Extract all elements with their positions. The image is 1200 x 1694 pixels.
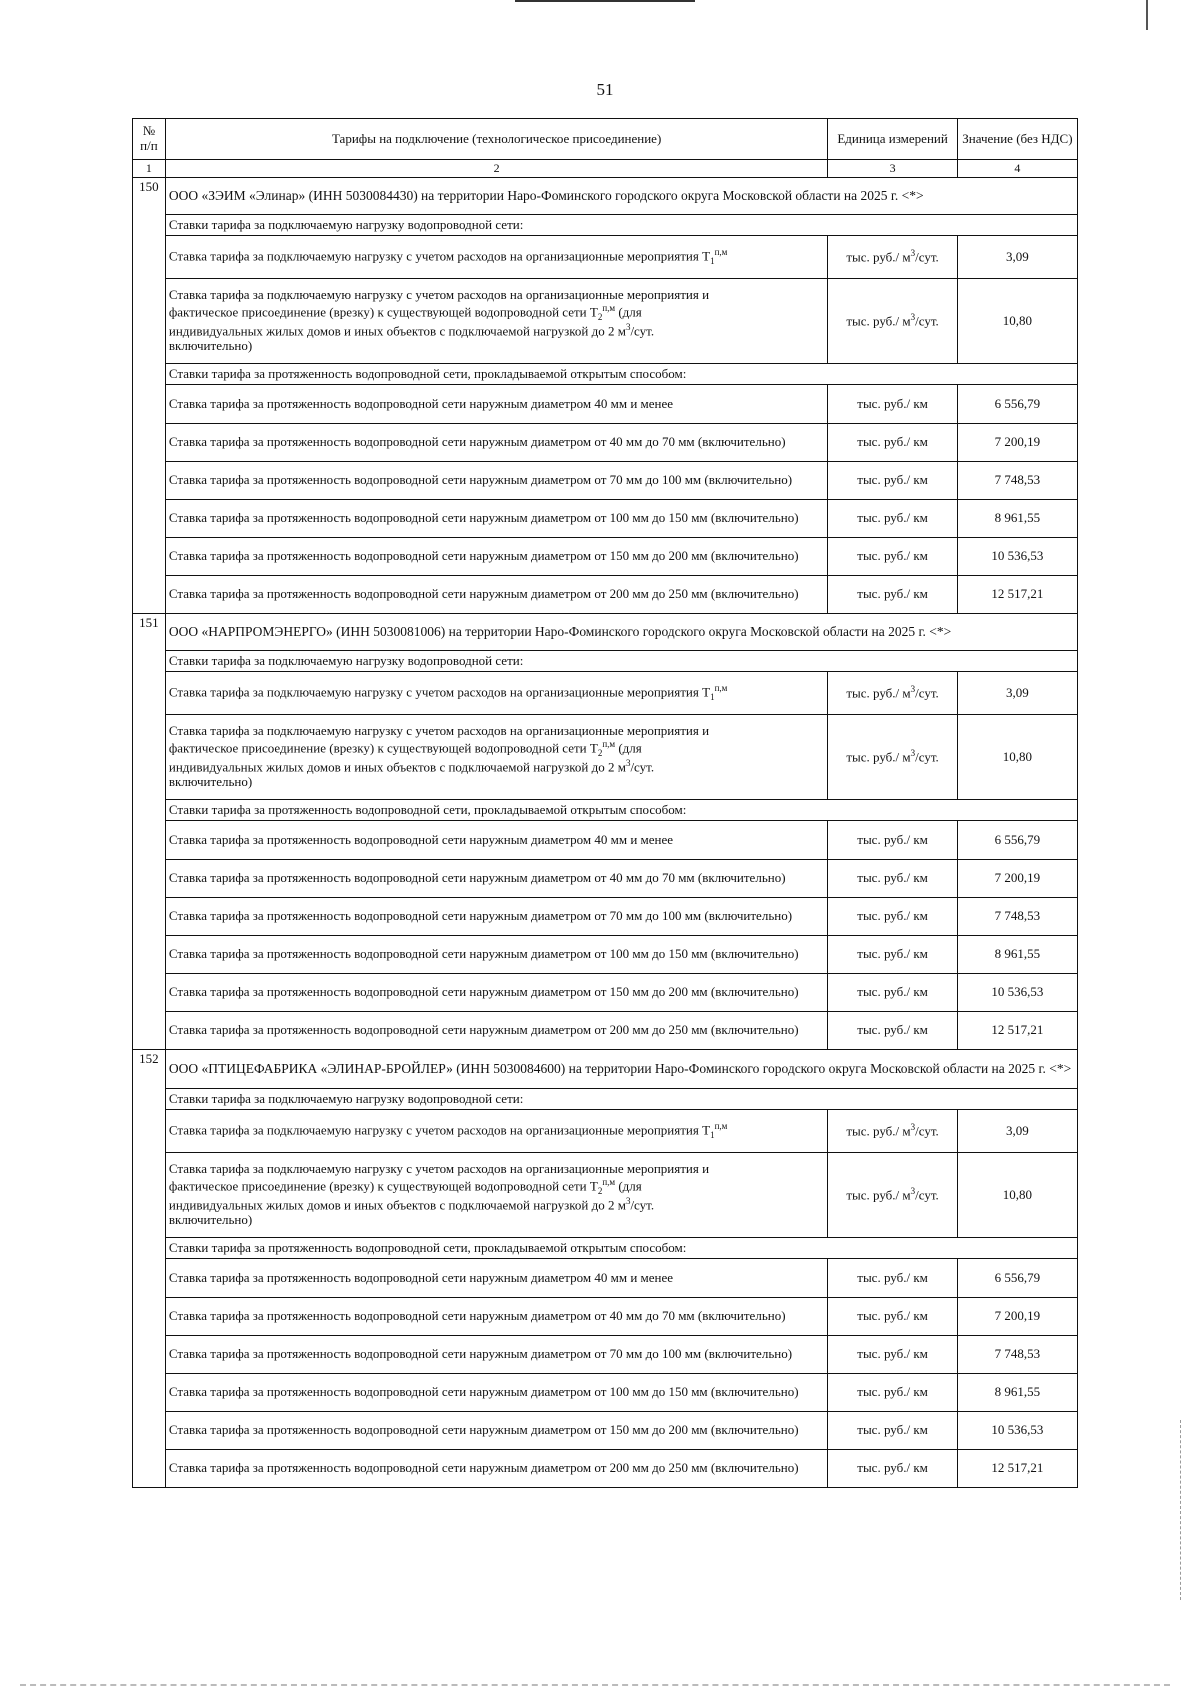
tariff-value: 12 517,21 [957, 1450, 1077, 1488]
unit-text: /сут. [915, 1123, 939, 1139]
unit-superscript: 3 [910, 248, 916, 259]
unit-text: /сут. [915, 685, 939, 701]
tariff-text: /сут. [630, 759, 655, 775]
diameter-tariff-name: Ставка тарифа за протяженность водопроводной сети наружным диаметром от 100 мм до 150 мм (включительно) [165, 500, 828, 538]
tariff-text: Ставка тарифа за подключаемую нагрузку с учетом расходов на организационные мероприятия T [168, 684, 711, 700]
tariff-line: включительно) [168, 338, 253, 354]
unit-cell: тыс. руб./ км [828, 821, 957, 860]
table-row [133, 898, 1078, 936]
unit-cell: тыс. руб./ км [828, 576, 957, 614]
length-section-heading: Ставки тарифа за протяженность водопроводной сети, прокладываемой открытым способом: [165, 1238, 1077, 1259]
diameter-tariff-name: Ставка тарифа за протяженность водопроводной сети наружным диаметром 40 мм и менее [165, 385, 828, 424]
section-heading-row [133, 651, 1078, 672]
tariff-text: фактическое присоединение (врезку) к существующей водопроводной сети T [168, 304, 598, 320]
table-row [133, 1153, 1078, 1238]
unit-text: тыс. руб./ м [846, 313, 911, 329]
table-row [133, 279, 1078, 364]
subscript: 2 [597, 1185, 603, 1196]
diameter-tariff-name: Ставка тарифа за протяженность водопроводной сети наружным диаметром от 150 мм до 200 мм (включительно) [165, 538, 828, 576]
tariff-value: 10,80 [957, 1153, 1077, 1238]
subscript: 1 [710, 256, 715, 267]
tariff-value: 10 536,53 [957, 974, 1077, 1012]
table-row [133, 1450, 1078, 1488]
table-row [133, 1012, 1078, 1050]
tariff-text: /сут. [630, 323, 655, 339]
tariff-line [169, 739, 825, 758]
diameter-tariff-name: Ставка тарифа за протяженность водопроводной сети наружным диаметром от 150 мм до 200 мм (включительно) [165, 1412, 828, 1450]
tariff-name-t1 [165, 236, 828, 279]
table-row [133, 974, 1078, 1012]
tariff-value: 10 536,53 [957, 538, 1077, 576]
tariff-value: 12 517,21 [957, 576, 1077, 614]
tariff-name-t2 [165, 1153, 828, 1238]
unit-cell [828, 1153, 957, 1238]
unit-cell: тыс. руб./ км [828, 1412, 957, 1450]
diameter-tariff-name: Ставка тарифа за протяженность водопроводной сети наружным диаметром от 40 мм до 70 мм (включительно) [165, 424, 828, 462]
unit-superscript: 3 [910, 1122, 916, 1133]
tariff-text: индивидуальных жилых домов и иных объектов с подключаемой нагрузкой до 2 м [168, 759, 626, 775]
tariff-text: (для [615, 304, 642, 320]
superscript: 3 [625, 322, 631, 332]
tariff-value: 10,80 [957, 715, 1077, 800]
column-index-row [133, 160, 1078, 178]
tariff-name-t1 [165, 672, 828, 715]
tariff-line: Ставка тарифа за подключаемую нагрузку с учетом расходов на организационные мероприятия и [168, 286, 710, 302]
tariff-line [169, 1177, 825, 1196]
tariff-value: 12 517,21 [957, 1012, 1077, 1050]
tariff-text: Ставка тарифа за подключаемую нагрузку с учетом расходов на организационные мероприятия T [168, 248, 711, 264]
header-value: Значение (без НДС) [957, 119, 1077, 160]
superscript: п,м [714, 1121, 728, 1132]
scan-artifact-dash-bottom [20, 1684, 1170, 1686]
unit-cell: тыс. руб./ км [828, 1450, 957, 1488]
subscript: 2 [597, 311, 603, 322]
superscript: 3 [625, 1196, 631, 1206]
length-section-heading: Ставки тарифа за протяженность водопроводной сети, прокладываемой открытым способом: [165, 364, 1077, 385]
load-section-heading: Ставки тарифа за подключаемую нагрузку водопроводной сети: [165, 1089, 1077, 1110]
row-number: 152 [133, 1050, 166, 1488]
unit-cell: тыс. руб./ км [828, 462, 957, 500]
scan-artifact-dash-right [1180, 1420, 1181, 1600]
unit-text: тыс. руб./ м [846, 749, 911, 765]
subscript: 1 [710, 692, 715, 703]
table-row [133, 1412, 1078, 1450]
superscript: п,м [602, 302, 616, 313]
tariff-value: 7 200,19 [957, 860, 1077, 898]
organization-row [133, 1050, 1078, 1089]
scan-artifact-top [515, 0, 695, 2]
unit-text: /сут. [915, 313, 939, 329]
table-row [133, 538, 1078, 576]
tariff-value: 8 961,55 [957, 500, 1077, 538]
diameter-tariff-name: Ставка тарифа за протяженность водопроводной сети наружным диаметром от 70 мм до 100 мм (включительно) [165, 898, 828, 936]
table-row [133, 462, 1078, 500]
unit-cell: тыс. руб./ км [828, 860, 957, 898]
tariff-value: 8 961,55 [957, 936, 1077, 974]
table-row [133, 1259, 1078, 1298]
tariff-line: включительно) [168, 1212, 253, 1228]
row-number: 151 [133, 614, 166, 1050]
tariff-text: индивидуальных жилых домов и иных объектов с подключаемой нагрузкой до 2 м [168, 1197, 626, 1213]
organization-title: ООО «НАРПРОМЭНЕРГО» (ИНН 5030081006) на территории Наро-Фоминского городского округа Московской области на 2025 г. <*> [165, 614, 1077, 651]
table-row [133, 1336, 1078, 1374]
table-row [133, 500, 1078, 538]
column-index: 1 [133, 160, 166, 178]
table-row [133, 672, 1078, 715]
table-row [133, 1110, 1078, 1153]
tariff-line [169, 758, 825, 775]
diameter-tariff-name: Ставка тарифа за протяженность водопроводной сети наружным диаметром от 100 мм до 150 мм (включительно) [165, 936, 828, 974]
section-heading-row [133, 1238, 1078, 1259]
unit-cell [828, 236, 957, 279]
load-section-heading: Ставки тарифа за подключаемую нагрузку водопроводной сети: [165, 651, 1077, 672]
diameter-tariff-name: Ставка тарифа за протяженность водопроводной сети наружным диаметром от 70 мм до 100 мм (включительно) [165, 462, 828, 500]
unit-superscript: 3 [910, 748, 916, 759]
tariff-value: 3,09 [957, 236, 1077, 279]
unit-superscript: 3 [910, 312, 916, 323]
tariff-text: (для [615, 740, 642, 756]
tariff-text: Ставка тарифа за подключаемую нагрузку с учетом расходов на организационные мероприятия T [168, 1122, 711, 1138]
superscript: п,м [714, 683, 728, 694]
header-unit: Единица измерений [828, 119, 957, 160]
tariff-text: индивидуальных жилых домов и иных объектов с подключаемой нагрузкой до 2 м [168, 323, 626, 339]
diameter-tariff-name: Ставка тарифа за протяженность водопроводной сети наружным диаметром от 200 мм до 250 мм (включительно) [165, 1012, 828, 1050]
unit-cell [828, 279, 957, 364]
tariff-line [169, 303, 825, 322]
unit-cell: тыс. руб./ км [828, 1012, 957, 1050]
superscript: 3 [625, 758, 631, 768]
tariff-line: включительно) [168, 774, 253, 790]
row-number: 150 [133, 178, 166, 614]
tariff-value: 7 200,19 [957, 424, 1077, 462]
length-section-heading: Ставки тарифа за протяженность водопроводной сети, прокладываемой открытым способом: [165, 800, 1077, 821]
diameter-tariff-name: Ставка тарифа за протяженность водопроводной сети наружным диаметром от 40 мм до 70 мм (включительно) [165, 860, 828, 898]
diameter-tariff-name: Ставка тарифа за протяженность водопроводной сети наружным диаметром от 70 мм до 100 мм (включительно) [165, 1336, 828, 1374]
unit-text: тыс. руб./ м [846, 249, 911, 265]
table-row [133, 936, 1078, 974]
table-row [133, 821, 1078, 860]
table-row [133, 715, 1078, 800]
diameter-tariff-name: Ставка тарифа за протяженность водопроводной сети наружным диаметром от 40 мм до 70 мм (включительно) [165, 1298, 828, 1336]
table-row [133, 424, 1078, 462]
unit-cell: тыс. руб./ км [828, 538, 957, 576]
page-number: 51 [596, 80, 614, 99]
column-index: 4 [957, 160, 1077, 178]
organization-title: ООО «ПТИЦЕФАБРИКА «ЭЛИНАР-БРОЙЛЕР» (ИНН 5030084600) на территории Наро-Фоминского городского округа Московской области на 2025 г. <*> [165, 1050, 1077, 1089]
tariff-text: фактическое присоединение (врезку) к существующей водопроводной сети T [168, 740, 598, 756]
unit-text: тыс. руб./ м [846, 685, 911, 701]
tariff-text: (для [615, 1178, 642, 1194]
table-header-row [133, 119, 1078, 160]
section-heading-row [133, 215, 1078, 236]
tariff-name-t2 [165, 279, 828, 364]
subscript: 2 [597, 747, 603, 758]
section-heading-row [133, 364, 1078, 385]
diameter-tariff-name: Ставка тарифа за протяженность водопроводной сети наружным диаметром от 100 мм до 150 мм (включительно) [165, 1374, 828, 1412]
unit-text: тыс. руб./ м [846, 1123, 911, 1139]
subscript: 1 [710, 1130, 715, 1141]
unit-text: тыс. руб./ м [846, 1187, 911, 1203]
diameter-tariff-name: Ставка тарифа за протяженность водопроводной сети наружным диаметром от 200 мм до 250 мм (включительно) [165, 576, 828, 614]
unit-cell: тыс. руб./ км [828, 974, 957, 1012]
superscript: п,м [714, 247, 728, 258]
unit-cell: тыс. руб./ км [828, 424, 957, 462]
table-row [133, 576, 1078, 614]
tariff-value: 10,80 [957, 279, 1077, 364]
superscript: п,м [602, 738, 616, 749]
section-heading-row [133, 1089, 1078, 1110]
tariff-value: 3,09 [957, 1110, 1077, 1153]
superscript: п,м [602, 1176, 616, 1187]
table-row [133, 385, 1078, 424]
tariff-line [169, 1196, 825, 1213]
unit-cell: тыс. руб./ км [828, 500, 957, 538]
column-index: 3 [828, 160, 957, 178]
tariff-value: 7 748,53 [957, 1336, 1077, 1374]
tariff-name-t2 [165, 715, 828, 800]
tariff-text: фактическое присоединение (врезку) к существующей водопроводной сети T [168, 1178, 598, 1194]
table-body [133, 178, 1078, 1488]
tariff-value: 6 556,79 [957, 1259, 1077, 1298]
unit-cell: тыс. руб./ км [828, 1336, 957, 1374]
organization-title: ООО «ЗЭИМ «Элинар» (ИНН 5030084430) на территории Наро-Фоминского городского округа Московской области на 2025 г. <*> [165, 178, 1077, 215]
section-heading-row [133, 800, 1078, 821]
unit-text: /сут. [915, 1187, 939, 1203]
unit-text: /сут. [915, 749, 939, 765]
unit-cell: тыс. руб./ км [828, 1374, 957, 1412]
table-row [133, 1298, 1078, 1336]
tariff-name-t1 [165, 1110, 828, 1153]
table-row [133, 236, 1078, 279]
unit-superscript: 3 [910, 1186, 916, 1197]
scan-artifact-right [1146, 0, 1148, 30]
header-num: № п/п [133, 119, 166, 160]
unit-cell [828, 1110, 957, 1153]
tariff-value: 7 748,53 [957, 898, 1077, 936]
tariff-value: 7 748,53 [957, 462, 1077, 500]
unit-superscript: 3 [910, 684, 916, 695]
tariff-line [169, 322, 825, 339]
tariff-value: 10 536,53 [957, 1412, 1077, 1450]
unit-cell: тыс. руб./ км [828, 385, 957, 424]
diameter-tariff-name: Ставка тарифа за протяженность водопроводной сети наружным диаметром 40 мм и менее [165, 821, 828, 860]
unit-cell: тыс. руб./ км [828, 936, 957, 974]
unit-text: /сут. [915, 249, 939, 265]
tariff-line: Ставка тарифа за подключаемую нагрузку с учетом расходов на организационные мероприятия и [168, 1160, 710, 1176]
tariff-line: Ставка тарифа за подключаемую нагрузку с учетом расходов на организационные мероприятия и [168, 722, 710, 738]
table-row [133, 1374, 1078, 1412]
unit-cell: тыс. руб./ км [828, 898, 957, 936]
tariff-value: 8 961,55 [957, 1374, 1077, 1412]
unit-cell [828, 715, 957, 800]
unit-cell: тыс. руб./ км [828, 1298, 957, 1336]
tariff-text: /сут. [630, 1197, 655, 1213]
column-index: 2 [165, 160, 828, 178]
table-row [133, 860, 1078, 898]
unit-cell: тыс. руб./ км [828, 1259, 957, 1298]
diameter-tariff-name: Ставка тарифа за протяженность водопроводной сети наружным диаметром от 200 мм до 250 мм (включительно) [165, 1450, 828, 1488]
header-name: Тарифы на подключение (технологическое присоединение) [165, 119, 828, 160]
diameter-tariff-name: Ставка тарифа за протяженность водопроводной сети наружным диаметром 40 мм и менее [165, 1259, 828, 1298]
tariff-value: 6 556,79 [957, 821, 1077, 860]
tariff-value: 3,09 [957, 672, 1077, 715]
unit-cell [828, 672, 957, 715]
organization-row [133, 178, 1078, 215]
organization-row [133, 614, 1078, 651]
tariff-value: 7 200,19 [957, 1298, 1077, 1336]
tariff-table [132, 118, 1078, 1488]
load-section-heading: Ставки тарифа за подключаемую нагрузку водопроводной сети: [165, 215, 1077, 236]
diameter-tariff-name: Ставка тарифа за протяженность водопроводной сети наружным диаметром от 150 мм до 200 мм (включительно) [165, 974, 828, 1012]
tariff-value: 6 556,79 [957, 385, 1077, 424]
